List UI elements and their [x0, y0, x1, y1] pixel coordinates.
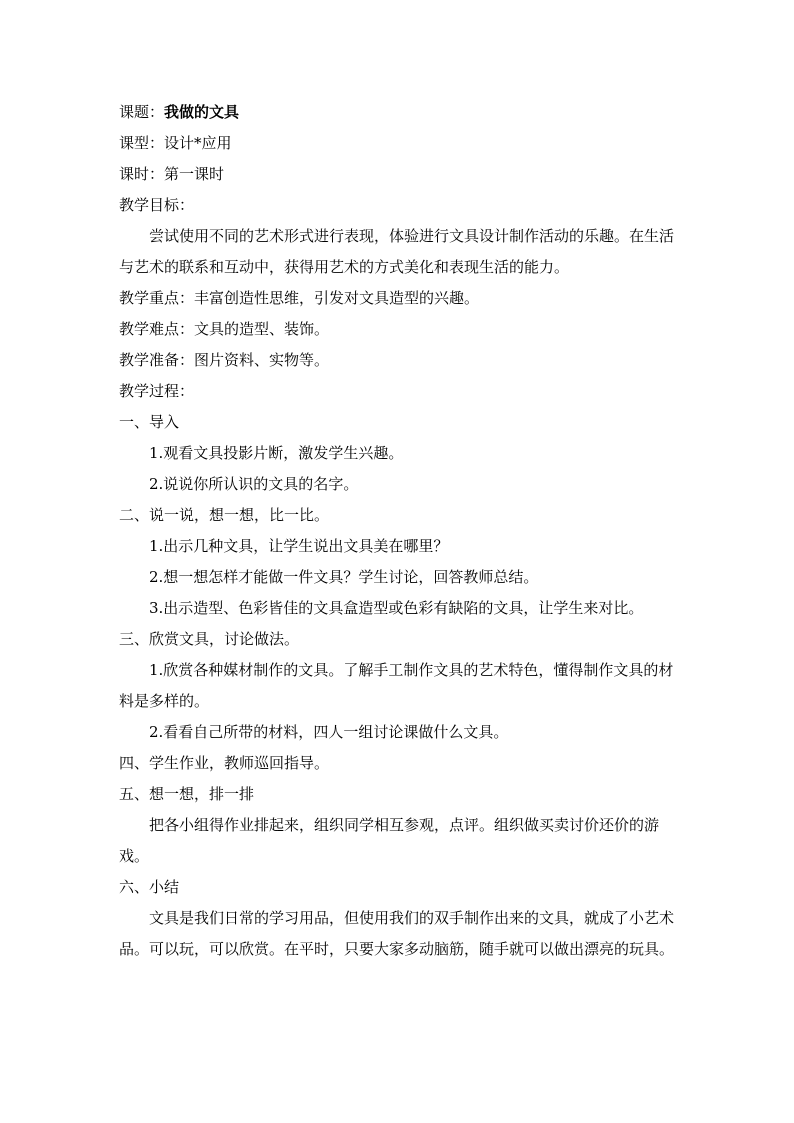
section-heading-intro: 一、导入 — [119, 413, 180, 431]
process-heading: 教学过程： — [119, 382, 195, 400]
key-point-line: 教学重点：丰富创造性思维，引发对文具造型的兴趣。 — [119, 289, 480, 307]
list-item: 把各小组得作业排起来，组织同学相互参观，点评。组织做买卖讨价还价的游戏。 — [119, 816, 660, 865]
objective-paragraph: 尝试使用不同的艺术形式进行表现，体验进行文具设计制作活动的乐趣。在生活与艺术的联系和互动中，获得用艺术的方式美化和表现生活的能力。 — [119, 227, 675, 276]
topic-value: 我做的文具 — [164, 103, 240, 121]
lesson-period-line: 课时：第一课时 — [119, 165, 225, 183]
list-item: 3.出示造型、色彩皆佳的文具盒造型或色彩有缺陷的文具，让学生来对比。 — [149, 599, 644, 617]
section-heading-summary: 六、小结 — [119, 878, 180, 896]
list-item: 2.说说你所认识的文具的名字。 — [149, 475, 359, 493]
preparation-line: 教学准备：图片资料、实物等。 — [119, 351, 330, 369]
list-item: 1.欣赏各种媒材制作的文具。了解手工制作文具的艺术特色，懂得制作文具的材料是多样的。 — [119, 661, 674, 710]
section-heading-arrange: 五、想一想，排一排 — [119, 785, 255, 803]
topic-label: 课题： — [119, 103, 165, 121]
difficulty-line: 教学难点：文具的造型、装饰。 — [119, 320, 330, 338]
section-heading-discuss: 二、说一说，想一想，比一比。 — [119, 506, 330, 524]
list-item: 2.看看自己所带的材料，四人一组讨论课做什么文具。 — [149, 723, 509, 741]
section-heading-practice: 四、学生作业，教师巡回指导。 — [119, 754, 330, 772]
lesson-type-line: 课型：设计*应用 — [119, 134, 232, 152]
lesson-plan-body — [119, 97, 679, 965]
section-heading-appreciate: 三、欣赏文具，讨论做法。 — [119, 630, 300, 648]
list-item: 1.观看文具投影片断，激发学生兴趣。 — [149, 444, 404, 462]
summary-paragraph: 文具是我们日常的学习用品，但使用我们的双手制作出来的文具，就成了小艺术品。可以玩，可以欣赏。在平时，只要大家多动脑筋，随手就可以做出漂亮的玩具。 — [119, 909, 675, 958]
topic-line — [119, 97, 679, 128]
objective-heading: 教学目标： — [119, 196, 195, 214]
list-item: 1.出示几种文具，让学生说出文具美在哪里？ — [149, 537, 449, 555]
list-item: 2.想一想怎样才能做一件文具？学生讨论，回答教师总结。 — [149, 568, 539, 586]
